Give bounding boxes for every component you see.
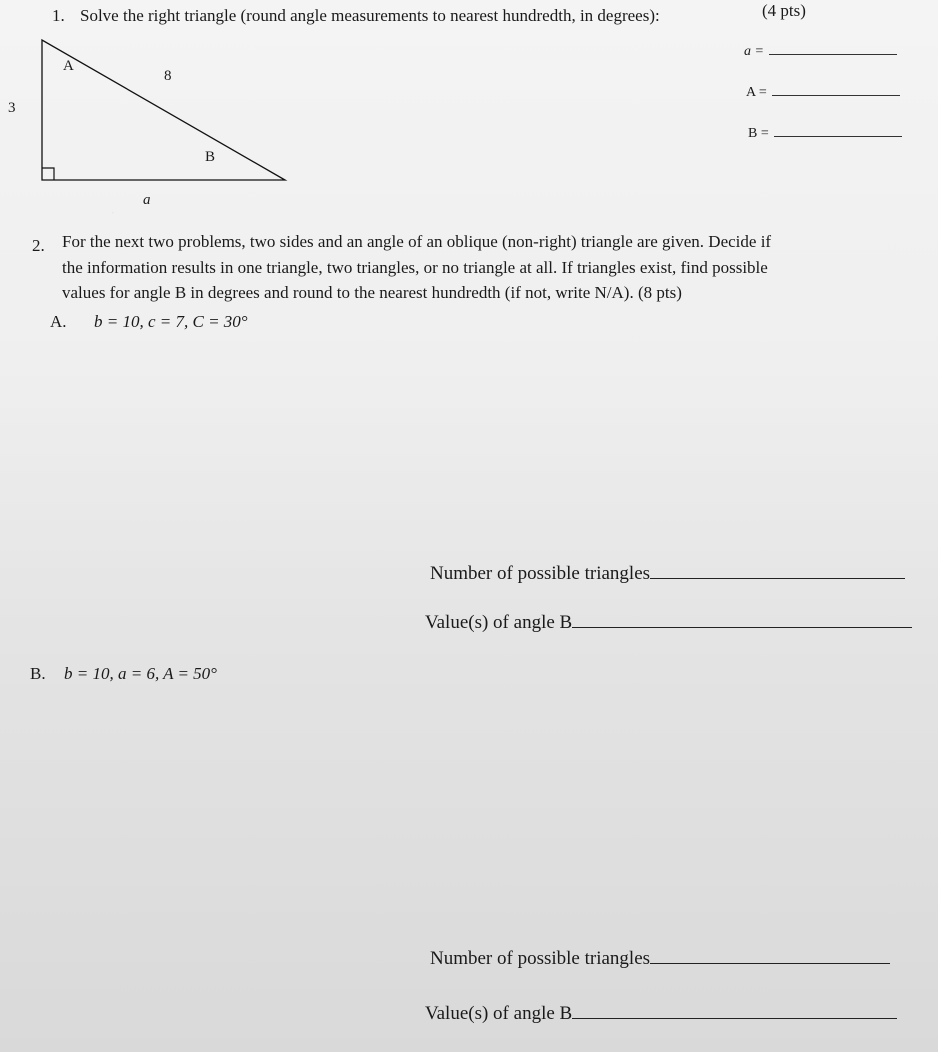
part-b-given: b = 10, a = 6, A = 50° xyxy=(64,664,217,683)
answer-B-blank[interactable] xyxy=(774,122,902,137)
part-a-num-triangles-blank[interactable] xyxy=(650,562,905,579)
answer-A-label: A = xyxy=(746,85,767,100)
vertex-a-label: A xyxy=(63,58,74,74)
q2-line-3: values for angle B in degrees and round to the nearest hundredth (if not, write N/A). (8 pts) xyxy=(62,283,682,302)
part-a-angle-b-row xyxy=(425,611,912,634)
part-b-num-triangles-blank[interactable] xyxy=(650,947,890,964)
part-b-label: B. xyxy=(30,664,46,683)
bleed-through-text xyxy=(110,205,115,223)
q2-number: 2. xyxy=(32,236,45,255)
q2-line-1: For the next two problems, two sides and an angle of an oblique (non-right) triangle are given. Decide if xyxy=(62,232,772,251)
part-a-num-triangles-label: Number of possible triangles xyxy=(430,563,651,584)
part-b-num-triangles-row xyxy=(430,947,890,970)
part-b-angle-b-blank[interactable] xyxy=(572,1002,897,1019)
q2-line-2: the information results in one triangle, two triangles, or no triangle at all. If triangles exist, find possible xyxy=(62,258,768,277)
side-bottom-label: a xyxy=(143,192,151,208)
side-left-label: 3 xyxy=(8,100,16,116)
right-angle-marker xyxy=(42,168,54,180)
part-a-num-triangles-row xyxy=(430,562,905,585)
answer-B-row xyxy=(748,122,902,142)
vertex-b-label: B xyxy=(205,149,216,165)
answer-A-blank[interactable] xyxy=(772,81,900,96)
q1-number: 1. xyxy=(52,6,65,25)
answer-a-blank[interactable] xyxy=(769,40,897,55)
answer-a-label: a = xyxy=(744,44,764,59)
right-triangle-figure xyxy=(0,30,300,190)
answer-B-label: B = xyxy=(748,126,769,141)
part-a-given: b = 10, c = 7, C = 30° xyxy=(94,312,248,331)
part-a-angle-b-blank[interactable] xyxy=(572,611,912,628)
part-b-num-triangles-label: Number of possible triangles xyxy=(430,948,651,969)
part-b-angle-b-row xyxy=(425,1002,897,1025)
answer-a-row xyxy=(744,40,897,60)
answer-A-row xyxy=(746,81,900,101)
part-a-angle-b-label: Value(s) of angle B xyxy=(425,612,573,633)
hypotenuse-label: 8 xyxy=(164,68,172,84)
part-b-angle-b-label: Value(s) of angle B xyxy=(425,1003,573,1024)
part-a-label: A. xyxy=(50,312,67,331)
q1-prompt: Solve the right triangle (round angle measurements to nearest hundredth, in degrees): xyxy=(80,6,660,25)
triangle-outline xyxy=(42,40,285,180)
q1-points: (4 pts) xyxy=(762,1,806,20)
